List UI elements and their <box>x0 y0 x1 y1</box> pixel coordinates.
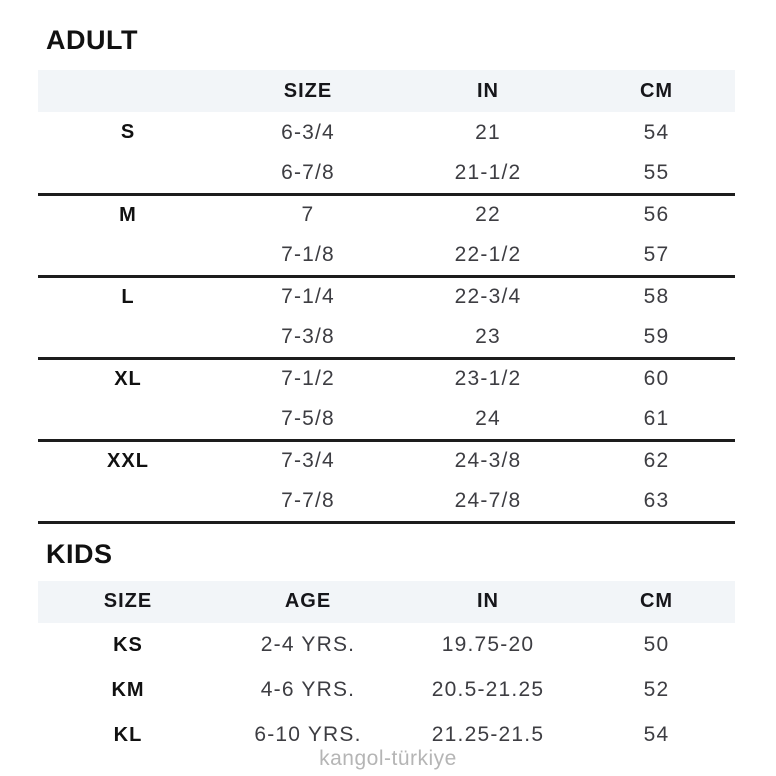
kids-cm-cell: 52 <box>643 678 670 701</box>
kids-header-in: IN <box>398 581 578 623</box>
adult-size-label-cell <box>38 317 218 358</box>
adult-size-cell: 6-3/4 <box>281 120 335 144</box>
adult-table-row <box>38 276 735 317</box>
kids-table-body <box>38 623 735 758</box>
adult-cm-cell: 63 <box>578 481 735 522</box>
kids-age-cell: 2-4 YRS. <box>260 633 356 656</box>
kids-section-title: KIDS <box>46 538 113 569</box>
adult-header-size: SIZE <box>218 70 398 112</box>
site-watermark: kangol-türkiye <box>319 747 457 770</box>
adult-size-label-cell: M <box>119 203 137 226</box>
adult-inches-cell: 23-1/2 <box>454 367 522 391</box>
kids-size-table <box>38 581 735 758</box>
adult-inches-cell: 24-7/8 <box>398 481 578 522</box>
adult-size-label-cell: XXL <box>107 449 149 472</box>
adult-size-label-cell <box>38 481 218 522</box>
adult-inches-cell: 22-3/4 <box>454 285 522 309</box>
adult-cm-cell: 61 <box>578 399 735 440</box>
kids-inches-cell: 19.75-20 <box>441 633 535 656</box>
adult-table-row <box>38 358 735 399</box>
adult-cm-cell: 57 <box>578 235 735 276</box>
adult-size-cell: 7-5/8 <box>218 399 398 440</box>
kids-age-cell: 4-6 YRS. <box>260 678 356 701</box>
adult-size-label-cell <box>38 399 218 440</box>
adult-size-cell: 7 <box>301 203 315 227</box>
kids-age-cell: 6-10 YRS. <box>254 723 362 746</box>
adult-size-cell: 7-3/8 <box>218 317 398 358</box>
adult-inches-cell: 21 <box>475 120 501 144</box>
adult-size-cell: 7-1/4 <box>281 285 335 309</box>
adult-cm-cell: 60 <box>643 367 670 391</box>
adult-header-cm: CM <box>578 70 735 112</box>
adult-size-label-cell: XL <box>114 367 142 390</box>
adult-header-blank <box>38 70 218 112</box>
adult-inches-cell: 22 <box>475 203 501 227</box>
kids-inches-cell: 21.25-21.5 <box>431 723 545 746</box>
kids-inches-cell: 20.5-21.25 <box>431 678 545 701</box>
adult-table-row <box>38 112 735 153</box>
adult-table-row <box>38 481 735 522</box>
adult-inches-cell: 24 <box>398 399 578 440</box>
adult-cm-cell: 62 <box>643 449 670 473</box>
kids-header-cm: CM <box>578 581 735 623</box>
adult-table-row <box>38 399 735 440</box>
adult-header-in: IN <box>398 70 578 112</box>
adult-inches-cell: 24-3/8 <box>454 449 522 473</box>
adult-size-cell: 7-7/8 <box>218 481 398 522</box>
adult-size-cell: 6-7/8 <box>218 153 398 194</box>
kids-size-label-cell: KM <box>111 678 145 701</box>
adult-table-header <box>38 70 735 112</box>
adult-table-row <box>38 153 735 194</box>
kids-header-age: AGE <box>218 581 398 623</box>
adult-size-label-cell: L <box>121 285 135 308</box>
adult-table-row <box>38 194 735 235</box>
adult-size-label-cell <box>38 235 218 276</box>
adult-table-row <box>38 235 735 276</box>
adult-size-label-cell <box>38 153 218 194</box>
adult-section-title: ADULT <box>46 25 138 55</box>
adult-cm-cell: 54 <box>643 120 670 144</box>
adult-inches-cell: 23 <box>398 317 578 358</box>
kids-table-row <box>38 623 735 668</box>
adult-size-cell: 7-3/4 <box>281 449 335 473</box>
kids-header-size: SIZE <box>38 581 218 623</box>
kids-size-label-cell: KL <box>113 723 143 746</box>
adult-size-label-cell: S <box>120 121 136 143</box>
adult-size-cell: 7-1/2 <box>281 367 335 391</box>
adult-cm-cell: 55 <box>578 153 735 194</box>
adult-inches-cell: 21-1/2 <box>398 153 578 194</box>
adult-inches-cell: 22-1/2 <box>398 235 578 276</box>
adult-size-cell: 7-1/8 <box>218 235 398 276</box>
adult-cm-cell: 56 <box>643 203 670 227</box>
adult-table-row <box>38 440 735 481</box>
adult-size-table <box>38 70 735 524</box>
kids-table-header <box>38 581 735 623</box>
adult-cm-cell: 58 <box>643 285 670 309</box>
adult-cm-cell: 59 <box>578 317 735 358</box>
adult-table-row <box>38 317 735 358</box>
kids-cm-cell: 54 <box>643 723 670 746</box>
adult-table-body <box>38 112 735 522</box>
kids-table-row <box>38 668 735 713</box>
kids-size-label-cell: KS <box>113 633 143 656</box>
kids-cm-cell: 50 <box>643 633 670 656</box>
